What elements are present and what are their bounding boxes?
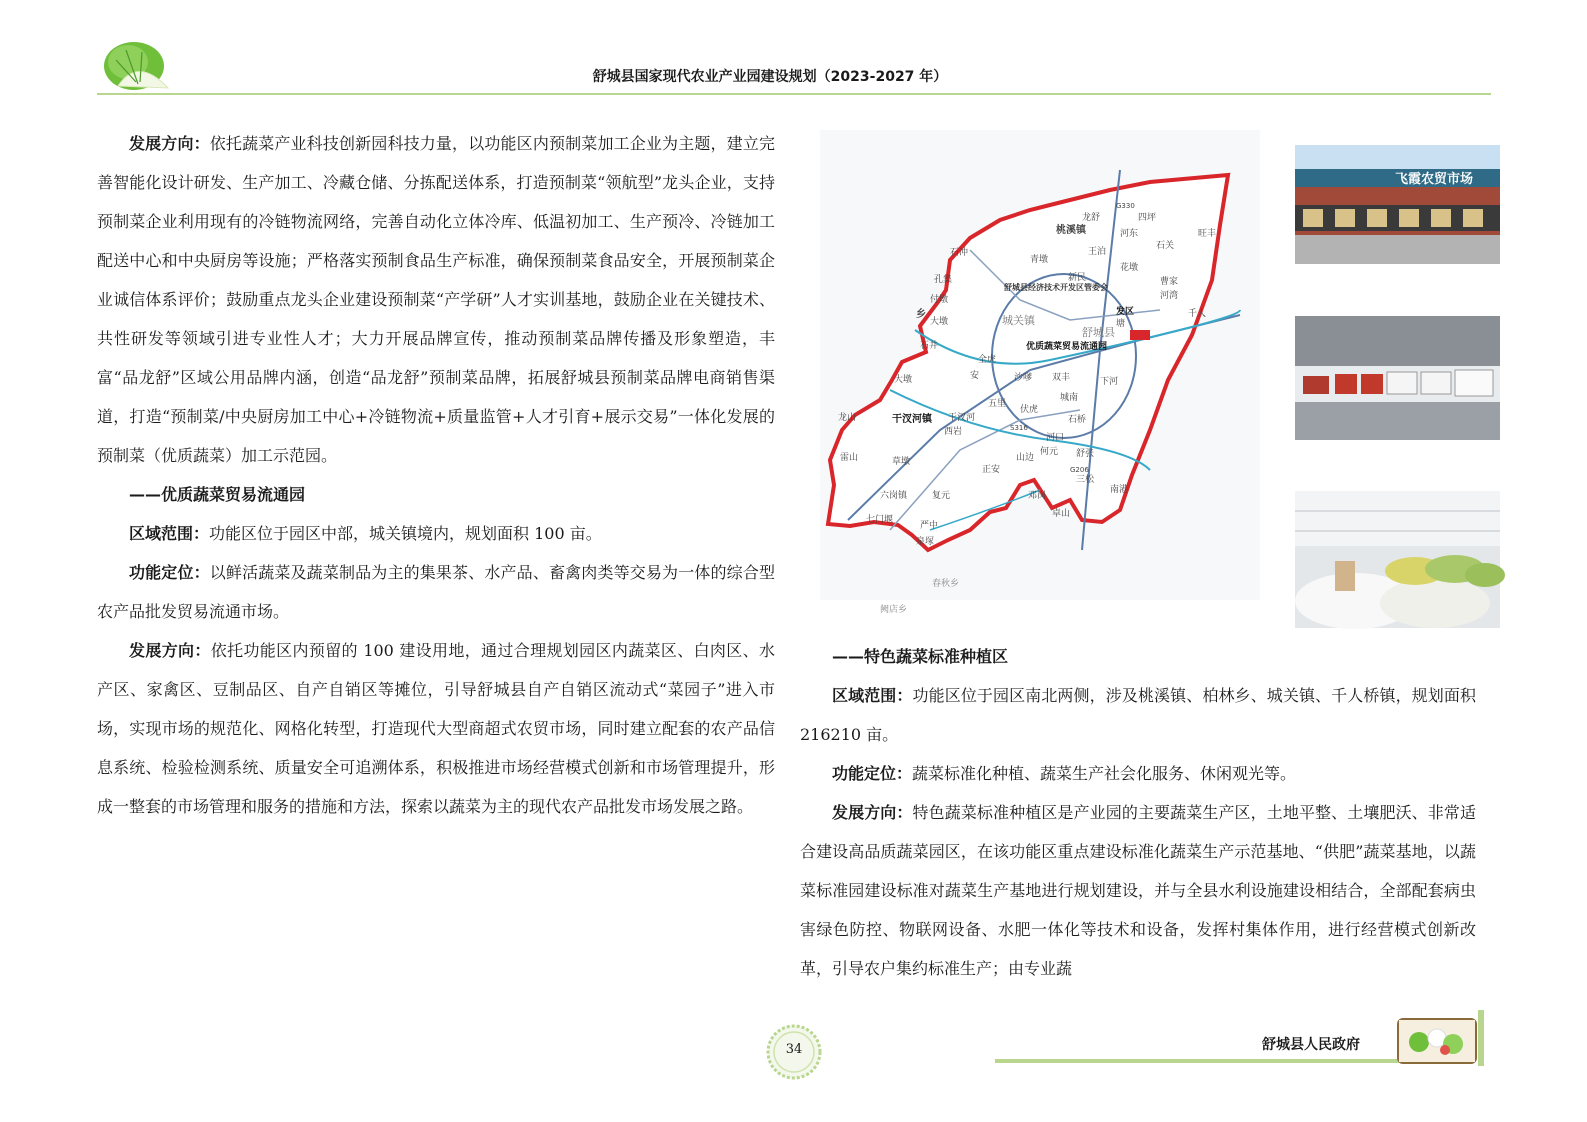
map-label-cuidian: 阙店乡 bbox=[880, 605, 908, 615]
map-label-yanzhong: 严中 bbox=[920, 521, 939, 531]
map-label-shuzhang: 舒张 bbox=[1076, 449, 1095, 459]
map-label-guanwei: 舒城县经济技术开发区管委会 bbox=[1004, 283, 1108, 292]
map-label-shanbian: 山边 bbox=[1016, 453, 1035, 463]
right-column bbox=[800, 637, 1476, 988]
subheading-trade-park: ——优质蔬菜贸易流通园 bbox=[129, 485, 306, 504]
map-label-heyuan: 何元 bbox=[1040, 447, 1059, 457]
map-label-dashu: 大墩 bbox=[894, 375, 913, 385]
map-label-quanhu: 全虎 bbox=[978, 355, 997, 365]
footer-vertical-bar bbox=[1478, 1010, 1484, 1066]
map-label-hedong: 河东 bbox=[1120, 229, 1139, 239]
text-development-3: 特色蔬菜标准种植区是产业园的主要蔬菜生产区，土地平整、土壤肥沃、非常适合建设高品质蔬菜园区，在该功能区重点建设标准化蔬菜生产示范基地、“供肥”蔬菜基地，以蔬菜标准园建设标准对蔬菜生产基地进行规划建设，并与全县水利设施建设相结合，全部配套病虫害绿色防控、物联网设备、水肥一体化等技术和设备，发挥村集体作用，进行经营模式创新改革，引导农户集约标准生产；由专业蔬 bbox=[800, 803, 1476, 978]
map-label-xinmin: 新民 bbox=[1068, 273, 1087, 283]
page-number: 34 bbox=[785, 1042, 803, 1057]
label-development-2: 发展方向： bbox=[129, 641, 211, 660]
paragraph-scope-1 bbox=[97, 514, 775, 553]
map-label-wangbo: 王泊 bbox=[1088, 247, 1107, 257]
map-label-quanyan: 泉塚 bbox=[916, 537, 935, 547]
paragraph-development-1 bbox=[97, 124, 775, 475]
map-label-liuzhen: 六岗镇 bbox=[880, 491, 908, 501]
map-label-ganchahe2: 干汊河 bbox=[948, 413, 976, 423]
market-sign-text: 飞霞农贸市场 bbox=[1395, 172, 1474, 187]
label-development-3: 发展方向： bbox=[832, 803, 913, 822]
map-label-qianren: 千人 bbox=[1188, 309, 1207, 319]
label-scope: 区域范围： bbox=[129, 524, 210, 543]
map-label-faqu: 发区 bbox=[1116, 307, 1135, 317]
map-label-kongji: 孔集 bbox=[934, 275, 953, 285]
map-label-nanfeng: 南港 bbox=[1110, 485, 1129, 495]
map-label-ganchahe: 干汊河镇 bbox=[892, 414, 932, 425]
map-label-huashu: 花墩 bbox=[1120, 263, 1139, 273]
map-label-baiyan: 西岩 bbox=[944, 427, 963, 437]
map-label-zhengshe: 正安 bbox=[982, 465, 1001, 475]
paragraph-development-3 bbox=[800, 793, 1476, 988]
text-scope-2: 功能区位于园区南北两侧，涉及桃溪镇、柏林乡、城关镇、千人桥镇，规划面积 216210 亩。 bbox=[800, 686, 1476, 744]
label-scope-2: 区域范围： bbox=[832, 686, 913, 705]
cabbage-logo-icon bbox=[98, 36, 176, 94]
map-label-dadun: 大墩 bbox=[930, 317, 949, 327]
text-development: 依托蔬菜产业科技创新园科技力量，以功能区内预制菜加工企业为主题，建立完善智能化设计研发、生产加工、冷藏仓储、分拣配送体系，打造预制菜“领航型”龙头企业，支持预制菜企业利用现有的冷链物流网络，完善自动化立体冷库、低温初加工、生产预冷、冷链加工配送中心和中央厨房等设施；严格落实预制食品生产标准，确保预制菜食品安全，开展预制菜企业诚信体系评价；鼓励重点龙头企业建设预制菜“产学研”人才实训基地，鼓励企业在关键技术、共性研发等领域引进专业性人才；大力开展品牌宣传，推动预制菜品牌传播及形象塑造，丰富“品龙舒”区域公用品牌内涵，创造“品龙舒”预制菜品牌，拓展舒城县预制菜品牌电商销售渠道，打造“预制菜/中央厨房加工中心+冷链物流+质量监管+人才引育+展示交易”一体化发展的预制菜（优质蔬菜）加工示范园。 bbox=[97, 134, 775, 465]
map-label-dengting: 邓岗 bbox=[1028, 491, 1047, 501]
subheading-planting-zone: ——特色蔬菜标准种植区 bbox=[832, 647, 1009, 666]
map-label-fuyuan: 复元 bbox=[932, 491, 951, 501]
cold-storage-photo bbox=[1295, 491, 1500, 628]
map-label-shuangfeng: 双丰 bbox=[1052, 373, 1071, 383]
map-label-sansong: 三松 bbox=[1076, 475, 1095, 485]
map-label-taoxi: 桃溪镇 bbox=[1056, 225, 1086, 236]
market-photo bbox=[1295, 145, 1500, 264]
map-label-shijing: 石井 bbox=[920, 341, 939, 351]
map-label-chengnan: 城南 bbox=[1060, 393, 1079, 403]
vegetable-plate-icon bbox=[1397, 1018, 1477, 1064]
text-function: 以鲜活蔬菜及蔬菜制品为主的集果茶、水产品、畜禽肉类等交易为一体的综合型农产品批发贸易流通市场。 bbox=[97, 563, 775, 621]
map-label-qizhen: 七门堰 bbox=[866, 515, 894, 525]
map-label-zhuoshan: 卓山 bbox=[1052, 509, 1071, 519]
map-label-shidong: 石冲 bbox=[950, 248, 969, 258]
map-label-shishan: 石关 bbox=[1156, 241, 1175, 251]
text-development-2: 依托功能区内预留的 100 建设用地，通过合理规划园区内蔬菜区、白肉区、水产区、家禽区、豆制品区、自产自销区等摊位，引导舒城县自产自销区流动式“菜园子”进入市场，实现市场的规范化、网格化转型，打造现代大型商超式农贸市场，同时建立配套的农产品信息系统、检验检测系统、质量安全可追溯体系，积极推进市场经营模式创新和市场管理提升，形成一整套的市场管理和服务的措施和方法，探索以蔬菜为主的现代农产品批发市场发展之路。 bbox=[97, 641, 775, 816]
map-label-xiahe: 下河 bbox=[1100, 377, 1119, 387]
map-label-boxiang: 乡 bbox=[916, 309, 926, 320]
text-scope: 功能区位于园区中部，城关镇境内，规划面积 100 亩。 bbox=[209, 524, 602, 543]
map-label-wangfeng: 旺丰 bbox=[1198, 229, 1217, 239]
map-label-wuli: 五里 bbox=[988, 399, 1007, 409]
label-development: 发展方向： bbox=[129, 134, 210, 153]
map-label-leishan: 雷山 bbox=[840, 453, 859, 463]
left-column bbox=[97, 124, 775, 826]
logistics-photo bbox=[1295, 316, 1500, 440]
map-label-shucheng: 舒城县 bbox=[1082, 326, 1115, 339]
map-label-caojia: 曹家 bbox=[1160, 277, 1179, 287]
map-label-fuxiang: 付墩 bbox=[930, 295, 949, 305]
map-label-siting: 四坪 bbox=[1138, 213, 1157, 223]
park-marker bbox=[1130, 330, 1150, 340]
map-label-fudian: 伏虎 bbox=[1020, 405, 1039, 415]
map-label-hepan: 河湾 bbox=[1160, 291, 1179, 301]
footer-government: 舒城县人民政府 bbox=[1262, 1037, 1360, 1053]
header-divider bbox=[97, 93, 1491, 95]
park-location-map bbox=[820, 130, 1260, 615]
map-label-g206: G206 bbox=[1070, 466, 1089, 474]
text-function-2: 蔬菜标准化种植、蔬菜生产社会化服务、休闲观光等。 bbox=[912, 764, 1297, 783]
map-label-tangqiao: 塘 bbox=[1116, 319, 1126, 329]
map-label-shixiang: 石桥 bbox=[1068, 415, 1087, 425]
map-label-longshan: 龙山 bbox=[838, 413, 857, 423]
map-label-hekou: 河口 bbox=[1046, 433, 1065, 443]
map-label-caodun: 草墩 bbox=[892, 457, 911, 467]
map-label-chunqiu: 春秋乡 bbox=[932, 579, 960, 589]
map-label-park: 优质蔬菜贸易流通园 bbox=[1026, 342, 1108, 352]
map-label-chengguan: 城关镇 bbox=[1002, 314, 1035, 327]
paragraph-development-2 bbox=[97, 631, 775, 826]
header-title: 舒城县国家现代农业产业园建设规划（2023-2027 年） bbox=[592, 69, 948, 85]
paragraph-function-2 bbox=[800, 754, 1476, 793]
map-label-longfeng: 龙舒 bbox=[1082, 213, 1101, 223]
label-function-2: 功能定位： bbox=[832, 764, 913, 783]
map-label-qingshu: 青墩 bbox=[1030, 255, 1049, 265]
map-label-anhong: 安 bbox=[970, 371, 980, 381]
map-label-shaqiao: 沙嗲 bbox=[1014, 373, 1033, 383]
paragraph-function-1 bbox=[97, 553, 775, 631]
map-label-s316: S316 bbox=[1010, 424, 1028, 432]
label-function: 功能定位： bbox=[129, 563, 210, 582]
footer-divider bbox=[995, 1059, 1420, 1063]
map-label-g330: G330 bbox=[1116, 202, 1135, 210]
paragraph-scope-2 bbox=[800, 676, 1476, 754]
